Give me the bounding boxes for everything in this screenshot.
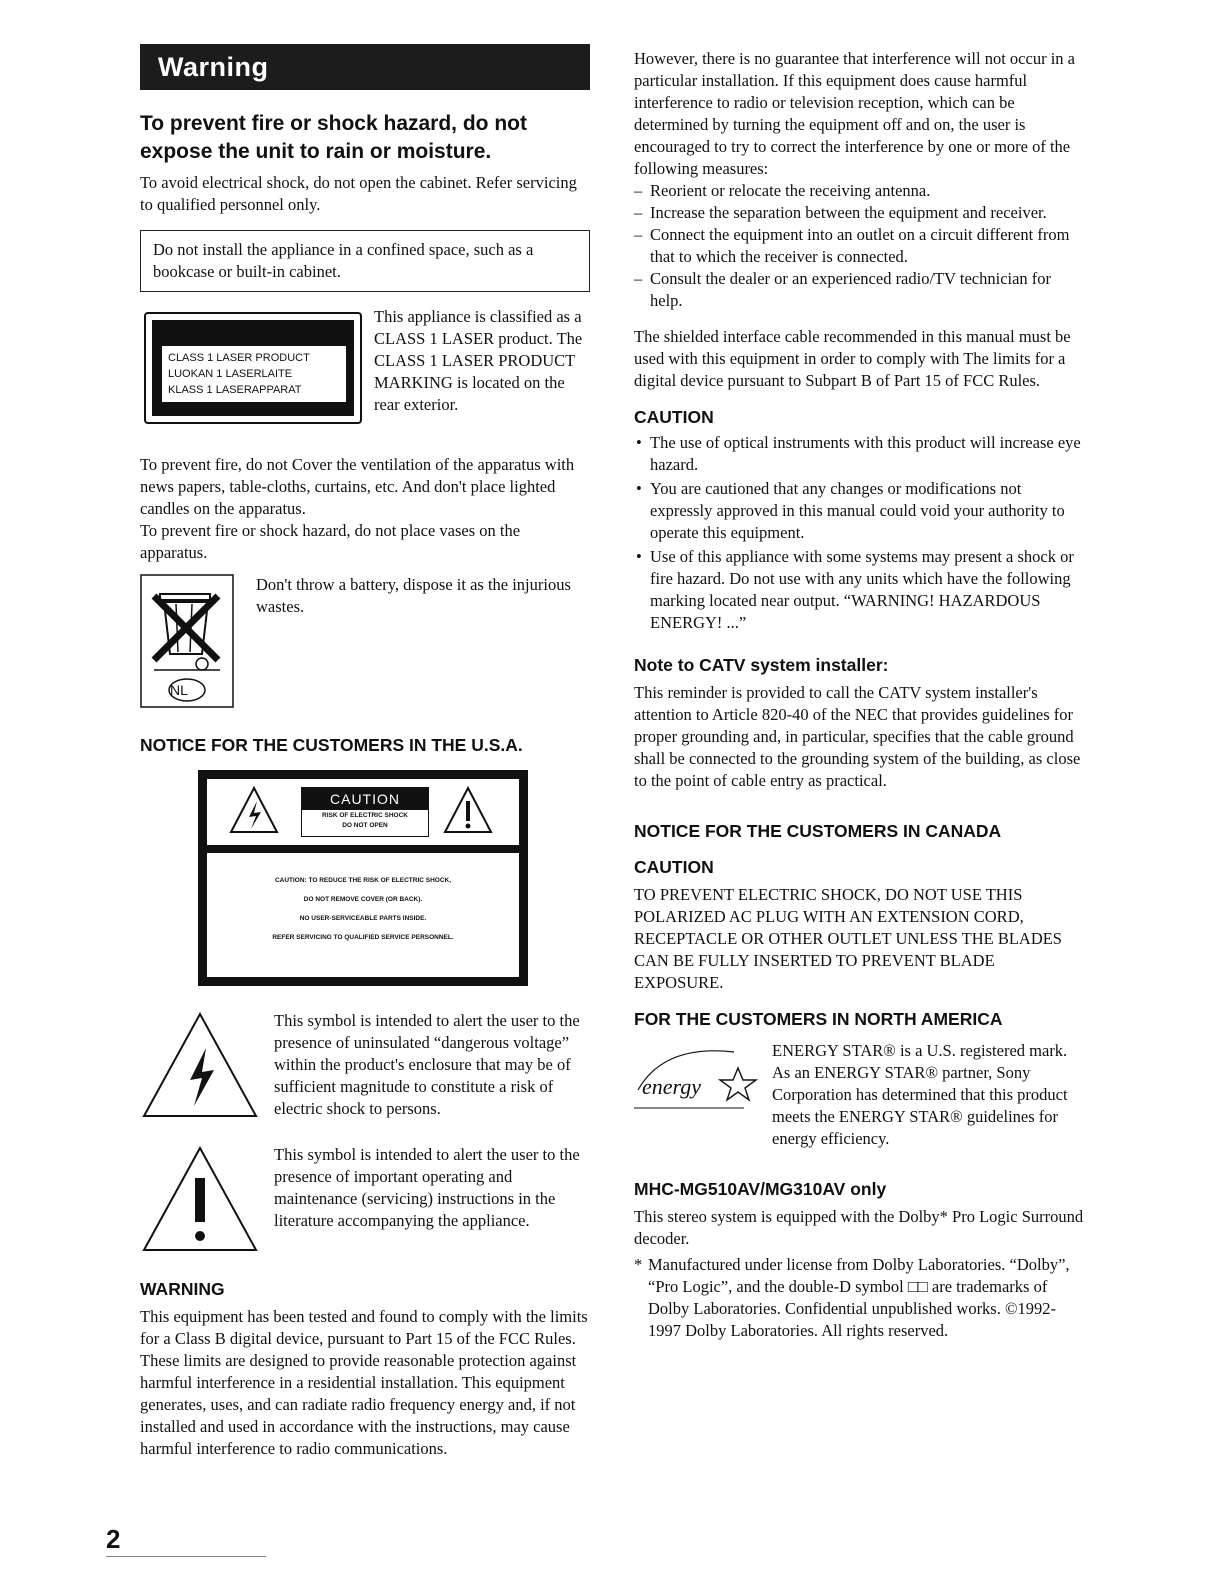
laser-label-line: LUOKAN 1 LASERLAITE [168, 368, 293, 380]
laser-section [140, 306, 590, 448]
energy-text-line: As an ENERGY STAR® partner, Sony Corporation has determined that this product meets the ENERGY STAR® guidelines for energy efficiency. [772, 1063, 1068, 1148]
caution-badge-sub: RISK OF ELECTRIC SHOCK [322, 812, 408, 819]
caution-badge-title: CAUTION [302, 788, 428, 810]
caution-badge [301, 787, 429, 837]
model-heading: MHC-MG510AV/MG310AV only [634, 1179, 887, 1199]
symbol-lightning-row [140, 1010, 590, 1150]
right-column [634, 48, 1084, 1342]
notice-usa-heading: NOTICE FOR THE CUSTOMERS IN THE U.S.A. [140, 735, 523, 755]
battery-text: Don't throw a battery, dispose it as the injurious wastes. [256, 575, 571, 616]
list-item: – Consult the dealer or an experienced radio/TV technician for help. [634, 268, 1084, 312]
caution-line: CAUTION: TO REDUCE THE RISK OF ELECTRIC SHOCK, [274, 877, 452, 884]
energy-star-logo-icon [634, 1040, 760, 1110]
exclamation-symbol-icon [140, 1144, 260, 1254]
headline: To prevent fire or shock hazard, do not expose the unit to rain or moisture. [140, 112, 527, 163]
caution-line: REFER SERVICING TO QUALIFIED SERVICE PERSONNEL. [272, 934, 454, 941]
list-item: • You are cautioned that any changes or modifications not expressly approved in this manual could void your authority to operate this equipment. [634, 478, 1084, 544]
catv-heading: Note to CATV system installer: [634, 655, 889, 675]
energy-text-line: ENERGY STAR® is a U.S. registered mark. [772, 1041, 1068, 1060]
energy-star-section [634, 1040, 1084, 1168]
symbol-lightning-text: This symbol is intended to alert the user to the presence of uninsulated “dangerous voltage” within the product's enclosure that may be of sufficient magnitude to constitute a risk of electric shock to persons. [274, 1011, 580, 1118]
symbol-exclamation-text: This symbol is intended to alert the user to the presence of important operating and maintenance (servicing) instructions in the literature accompanying the appliance. [274, 1145, 580, 1230]
canada-caution-heading: CAUTION [634, 857, 714, 877]
canada-text: TO PREVENT ELECTRIC SHOCK, DO NOT USE THIS POLARIZED AC PLUG WITH AN EXTENSION CORD, RECEPTACLE OR OTHER OUTLET UNLESS THE BLADES CAN BE FULLY INSERTED TO PREVENT BLADE EXPOSURE. [634, 885, 1062, 992]
page-number: 2 [106, 1524, 121, 1554]
page-rule [106, 1556, 266, 1557]
caution-list [634, 432, 1084, 634]
laser-description: This appliance is classified as a CLASS 1 LASER product. The CLASS 1 LASER PRODUCT MARKING is located on the rear exterior. [374, 307, 583, 414]
symbol-exclamation-row [140, 1144, 590, 1274]
warning-text: This equipment has been tested and found to comply with the limits for a Class B digital device, pursuant to Part 15 of the FCC Rules. These limits are designed to provide reasonable protection against harmful interference in a residential installation. This equipment generates, uses, and can radiate radio frequency energy and, if not installed and used in accordance with the instructions, may cause harmful interference to radio communications. [140, 1307, 588, 1458]
lightning-symbol-icon [140, 1010, 260, 1120]
dolby-note: * Manufactured under license from Dolby Laboratories. “Dolby”, “Pro Logic”, and the double-D symbol □□ are trademarks of Dolby Laboratories. Confidential unpublished works. ©1992-1997 Dolby Laboratories. All rights reserved. [634, 1254, 1084, 1342]
warning-heading: WARNING [140, 1279, 225, 1299]
energy-star-text [772, 1040, 1084, 1150]
list-item: – Connect the equipment into an outlet on a circuit different from that to which the receiver is connected. [634, 224, 1084, 268]
caution-line: NO USER-SERVICEABLE PARTS INSIDE. [299, 915, 427, 922]
caution-label-panel [198, 770, 528, 986]
north-america-heading: FOR THE CUSTOMERS IN NORTH AMERICA [634, 1009, 1003, 1029]
left-column [140, 44, 590, 1460]
battery-section [140, 574, 590, 714]
warning-banner: Warning [140, 44, 590, 90]
measures-list [634, 180, 1084, 312]
install-notice-box: Do not install the appliance in a confined space, such as a bookcase or built-in cabinet. [140, 230, 590, 292]
list-item: – Increase the separation between the equipment and receiver. [634, 202, 1084, 224]
vases-paragraph: To prevent fire or shock hazard, do not place vases on the apparatus. [140, 521, 521, 562]
laser-label [144, 312, 362, 424]
shielded-cable-paragraph: The shielded interface cable recommended in this manual must be used with this equipment in order to comply with The limits for a digital device pursuant to Subpart B of Part 15 of FCC Rules. [634, 327, 1071, 390]
caution-badge-sub: DO NOT OPEN [342, 822, 388, 829]
lightning-triangle-icon [229, 785, 279, 835]
canada-heading: NOTICE FOR THE CUSTOMERS IN CANADA [634, 821, 1002, 841]
list-item: • The use of optical instruments with this product will increase eye hazard. [634, 432, 1084, 476]
caution-heading: CAUTION [634, 407, 714, 427]
catv-text: This reminder is provided to call the CATV system installer's attention to Article 820-40 of the NEC that provides guidelines for proper grounding and, in particular, specifies that the cable ground shall be connected to the grounding system of the building, as close to the point of cable entry as practical. [634, 683, 1081, 790]
list-item: • Use of this appliance with some systems may present a shock or fire hazard. Do not use with any units which have the following marking located near output. “WARNING! HAZARDOUS ENERGY! ...” [634, 546, 1084, 634]
model-text: This stereo system is equipped with the Dolby* Pro Logic Surround decoder. [634, 1207, 1084, 1248]
nl-badge: NL [170, 682, 188, 698]
ventilation-paragraph: To prevent fire, do not Cover the ventilation of the apparatus with news papers, table-cloths, curtains, etc. And don't place lighted candles on the apparatus. [140, 455, 575, 518]
caution-line: DO NOT REMOVE COVER (OR BACK). [303, 896, 423, 903]
exclamation-triangle-icon [443, 785, 493, 835]
list-item: – Reorient or relocate the receiving antenna. [634, 180, 1084, 202]
energy-logo-text: energy [642, 1074, 702, 1099]
shock-paragraph: To avoid electrical shock, do not open the cabinet. Refer servicing to qualified personnel only. [140, 173, 577, 214]
interference-paragraph: However, there is no guarantee that interference will not occur in a particular installation. If this equipment does cause harmful interference to radio or television reception, which can be determined by turning the equipment off and on, the user is encouraged to try to correct the interference by one or more of the following measures: [634, 49, 1075, 178]
laser-label-line: KLASS 1 LASERAPPARAT [168, 384, 302, 396]
laser-label-line: CLASS 1 LASER PRODUCT [168, 352, 310, 364]
